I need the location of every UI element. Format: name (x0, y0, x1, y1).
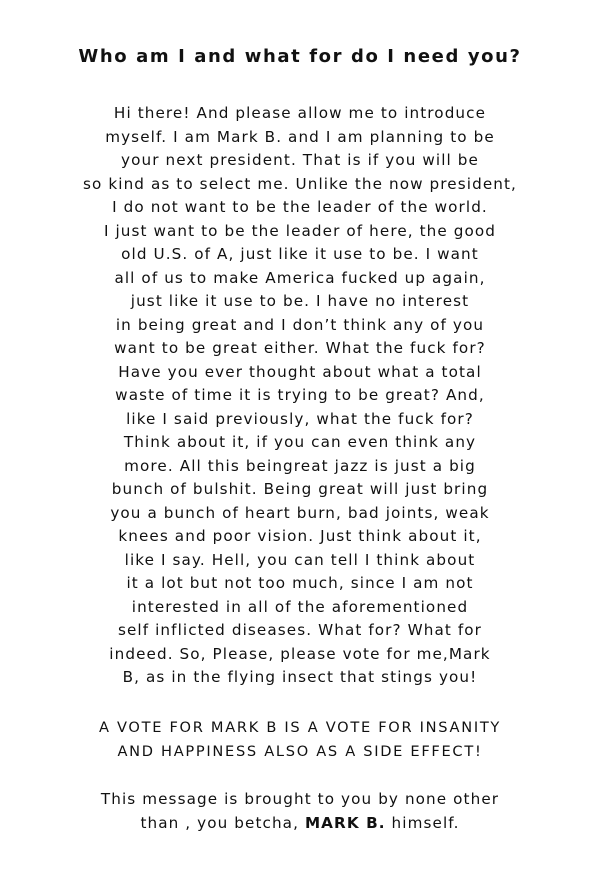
footer-line: This message is brought to you by none other (100, 790, 500, 808)
body-line: self inflicted diseases. What for? What for (117, 621, 483, 639)
body-line: Have you ever thought about what a total (118, 362, 482, 381)
document-title: Who am I and what for do I need you? (78, 46, 522, 67)
body-line: your next president. That is if you will be (121, 151, 479, 169)
body-line: bunch of bulshit. Being great will just bring (111, 480, 489, 498)
body-line: just like it use to be. I have no interest (130, 292, 470, 310)
body-line: Think about it, if you can even think any (123, 433, 477, 451)
body-line: knees and poor vision. Just think about it, (118, 527, 482, 545)
body-line: interested in all of the aforementioned (131, 597, 469, 616)
body-line: more. All this beingreat jazz is just a big (124, 456, 476, 475)
slogan-line: A VOTE FOR MARK B IS A VOTE FOR INSANITY (98, 719, 502, 736)
body-line: want to be great either. What the fuck for? (114, 339, 486, 357)
body-line: B, as in the flying insect that stings you! (122, 668, 478, 686)
candidate-name: MARK B. (304, 813, 386, 832)
body-line: I just want to be the leader of here, the good (103, 221, 497, 240)
body-line: you a bunch of heart burn, bad joints, weak (110, 503, 490, 522)
body-paragraph (0, 102, 600, 690)
body-line: waste of time it is trying to be great? And, (115, 386, 485, 404)
body-line: like I said previously, what the fuck for? (126, 409, 474, 428)
body-line: indeed. So, Please, please vote for me,Mark (109, 644, 491, 663)
body-line: all of us to make America fucked up again, (114, 268, 486, 287)
footer-prefix: than , you betcha, (140, 813, 305, 832)
campaign-slogan (0, 716, 600, 763)
sponsor-footer (0, 788, 600, 835)
slogan-line: AND HAPPINESS ALSO AS A SIDE EFFECT! (117, 742, 483, 760)
footer-suffix: himself. (385, 813, 460, 832)
body-line: so kind as to select me. Unlike the now president, (83, 174, 517, 193)
body-line: it a lot but not too much, since I am not (126, 574, 474, 592)
body-line: Hi there! And please allow me to introduce (113, 104, 487, 122)
body-line: I do not want to be the leader of the world. (112, 198, 488, 216)
footer-line (0, 812, 600, 836)
body-line: old U.S. of A, just like it use to be. I want (121, 245, 479, 263)
body-line: in being great and I don’t think any of you (115, 315, 485, 334)
body-line: myself. I am Mark B. and I am planning to be (105, 127, 495, 146)
body-line: like I say. Hell, you can tell I think about (124, 550, 476, 569)
